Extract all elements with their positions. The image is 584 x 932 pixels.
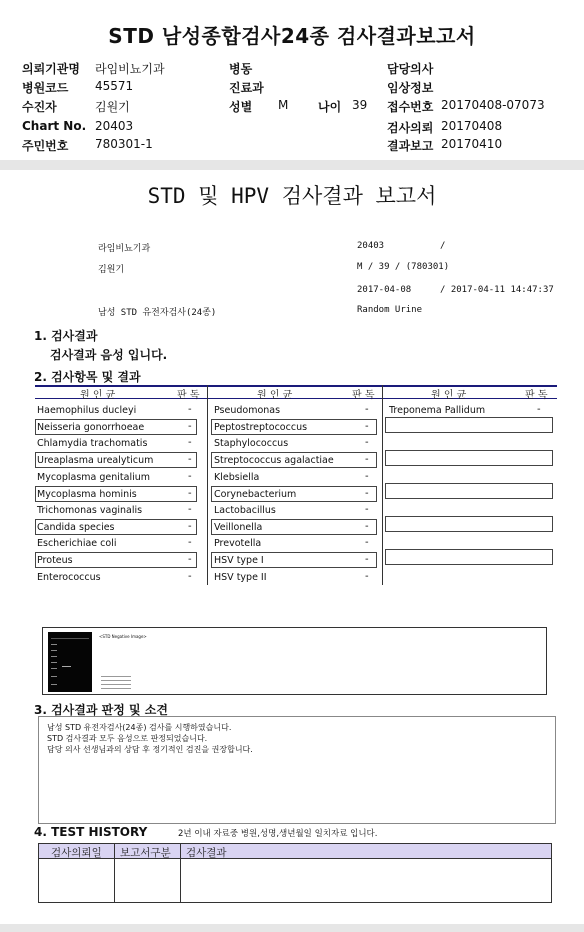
value-sex: M — [278, 98, 289, 112]
label-age: 나이 — [318, 100, 342, 114]
empty-row-box — [385, 450, 553, 466]
test-result: - — [365, 504, 369, 515]
section2-heading: 2. 검사항목 및 결과 — [34, 370, 141, 384]
test-name: Staphylococcus — [214, 438, 289, 449]
test-result: - — [365, 554, 369, 565]
column-divider — [207, 385, 208, 585]
column-divider — [382, 385, 383, 585]
value-hospital-code: 45571 — [95, 79, 134, 93]
label-request-date: 검사의뢰 — [387, 121, 434, 135]
section1-result: 검사결과 음성 입니다. — [50, 348, 168, 362]
opinion-box — [38, 716, 556, 824]
col1-header-name: 원 인 균 — [80, 390, 116, 401]
test-result: - — [537, 404, 541, 415]
history-note: 2년 이내 자료중 병원,성명,생년월일 일치자료 입니다. — [178, 829, 378, 839]
label-referring-clinic: 의뢰기관명 — [22, 62, 80, 76]
value-chart-no: 20403 — [95, 119, 134, 133]
gel-image-caption: <STD Negative Image> — [99, 634, 147, 639]
test-name: Proteus — [37, 555, 73, 566]
column-divider — [114, 844, 115, 902]
value-resident-no: 780301-1 — [95, 137, 153, 151]
gel-image-frame — [42, 627, 547, 695]
test-results-grid — [35, 385, 557, 585]
test-name: Mycoplasma genitalium — [37, 472, 151, 483]
history-header-row — [39, 844, 551, 859]
label-report-date: 결과보고 — [387, 139, 434, 153]
section4-heading: 4. TEST HISTORY — [34, 825, 148, 839]
empty-row-box — [385, 549, 553, 565]
test-name: Haemophilus ducleyi — [37, 405, 137, 416]
value-request-date: 20170408 — [441, 119, 503, 133]
report-header-title: STD 남성종합검사24종 검사결과보고서 — [108, 24, 476, 48]
info-test-name: 남성 STD 유전자검사(24종) — [98, 308, 217, 318]
label-hospital-code: 병원코드 — [22, 81, 69, 95]
empty-row-box — [385, 483, 553, 499]
label-doctor: 담당의사 — [387, 62, 434, 76]
value-age: 39 — [352, 98, 368, 112]
history-col-result: 검사결과 — [186, 847, 227, 859]
test-result: - — [188, 554, 192, 565]
test-result: - — [188, 471, 192, 482]
info-specimen: Random Urine — [357, 305, 423, 315]
history-col-report-type: 보고서구분 — [120, 847, 171, 859]
history-col-request-date: 검사의뢰일 — [51, 847, 102, 859]
test-name: Prevotella — [214, 538, 262, 549]
test-history-table — [38, 843, 552, 903]
empty-row-box — [385, 516, 553, 532]
test-result: - — [365, 421, 369, 432]
page-footer-band — [0, 924, 584, 932]
test-name: Treponema Pallidum — [389, 405, 486, 416]
test-name: Pseudomonas — [214, 405, 281, 416]
label-clinical-info: 임상정보 — [387, 81, 434, 95]
empty-row-box — [385, 417, 553, 433]
test-name: HSV type II — [214, 572, 267, 583]
test-name: HSV type I — [214, 555, 264, 566]
label-sex: 성별 — [229, 100, 253, 114]
info-chart-slash: / — [440, 241, 446, 251]
value-patient: 김원기 — [95, 100, 130, 114]
test-name: Peptostreptococcus — [214, 422, 308, 433]
info-chart: 20403 — [357, 241, 385, 251]
section1-heading: 1. 검사결과 — [34, 329, 98, 343]
info-date-reported: / 2017-04-11 14:47:37 — [440, 285, 554, 295]
label-chart-no: Chart No. — [22, 119, 87, 133]
test-name: Corynebacterium — [214, 489, 297, 500]
label-patient: 수진자 — [22, 100, 57, 114]
col2-header-name: 원 인 균 — [257, 390, 293, 401]
info-name: 김원기 — [98, 265, 125, 275]
value-referring-clinic: 라임비뇨기과 — [95, 62, 165, 76]
test-result: - — [188, 488, 192, 499]
section3-heading: 3. 검사결과 판정 및 소견 — [34, 703, 168, 717]
col2-header-result: 판 독 — [352, 390, 375, 401]
test-result: - — [365, 454, 369, 465]
opinion-line: 담당 의사 선생님과의 상담 후 정기적인 검진을 권장합니다. — [47, 745, 253, 754]
test-result: - — [188, 404, 192, 415]
column-divider — [180, 844, 181, 902]
test-result: - — [365, 471, 369, 482]
test-result: - — [188, 504, 192, 515]
test-name: Neisseria gonorrhoeae — [37, 422, 145, 433]
page-separator — [0, 160, 584, 170]
test-name: Klebsiella — [214, 472, 260, 483]
test-name: Enterococcus — [37, 572, 101, 583]
test-name: Ureaplasma urealyticum — [37, 455, 154, 466]
col3-header-result: 판 독 — [525, 390, 548, 401]
col1-header-result: 판 독 — [177, 390, 200, 401]
test-name: Veillonella — [214, 522, 263, 533]
test-name: Mycoplasma hominis — [37, 489, 137, 500]
info-hospital: 라임비뇨기과 — [98, 244, 151, 254]
test-name: Candida species — [37, 522, 115, 533]
test-result: - — [365, 437, 369, 448]
opinion-line: 남성 STD 유전자검사(24종) 검사를 시행하였습니다. — [47, 723, 232, 732]
test-name: Chlamydia trachomatis — [37, 438, 148, 449]
value-report-date: 20170410 — [441, 137, 503, 151]
test-result: - — [365, 537, 369, 548]
label-ward: 병동 — [229, 62, 253, 76]
value-accession-no: 20170408-07073 — [441, 98, 545, 112]
test-result: - — [188, 537, 192, 548]
test-result: - — [188, 521, 192, 532]
label-accession-no: 접수번호 — [387, 100, 434, 114]
test-name: Trichomonas vaginalis — [37, 505, 143, 516]
test-result: - — [365, 488, 369, 499]
test-name: Streptococcus agalactiae — [214, 455, 334, 466]
info-sex-age: M / 39 / (780301) — [357, 262, 450, 272]
label-department: 진료과 — [229, 81, 264, 95]
test-result: - — [365, 521, 369, 532]
test-result: - — [188, 454, 192, 465]
label-resident-no: 주민번호 — [22, 139, 69, 153]
test-name: Escherichiae coli — [37, 538, 117, 549]
test-name: Lactobacillus — [214, 505, 276, 516]
gel-electrophoresis-image — [48, 632, 92, 692]
info-date-received: 2017-04-08 — [357, 285, 412, 295]
test-result: - — [365, 404, 369, 415]
test-result: - — [188, 437, 192, 448]
opinion-line: STD 검사결과 모두 음성으로 판정되었습니다. — [47, 734, 208, 743]
test-result: - — [188, 421, 192, 432]
test-result: - — [188, 571, 192, 582]
report-title: STD 및 HPV 검사결과 보고서 — [147, 184, 437, 208]
col3-header-name: 원 인 균 — [431, 390, 467, 401]
test-result: - — [365, 571, 369, 582]
